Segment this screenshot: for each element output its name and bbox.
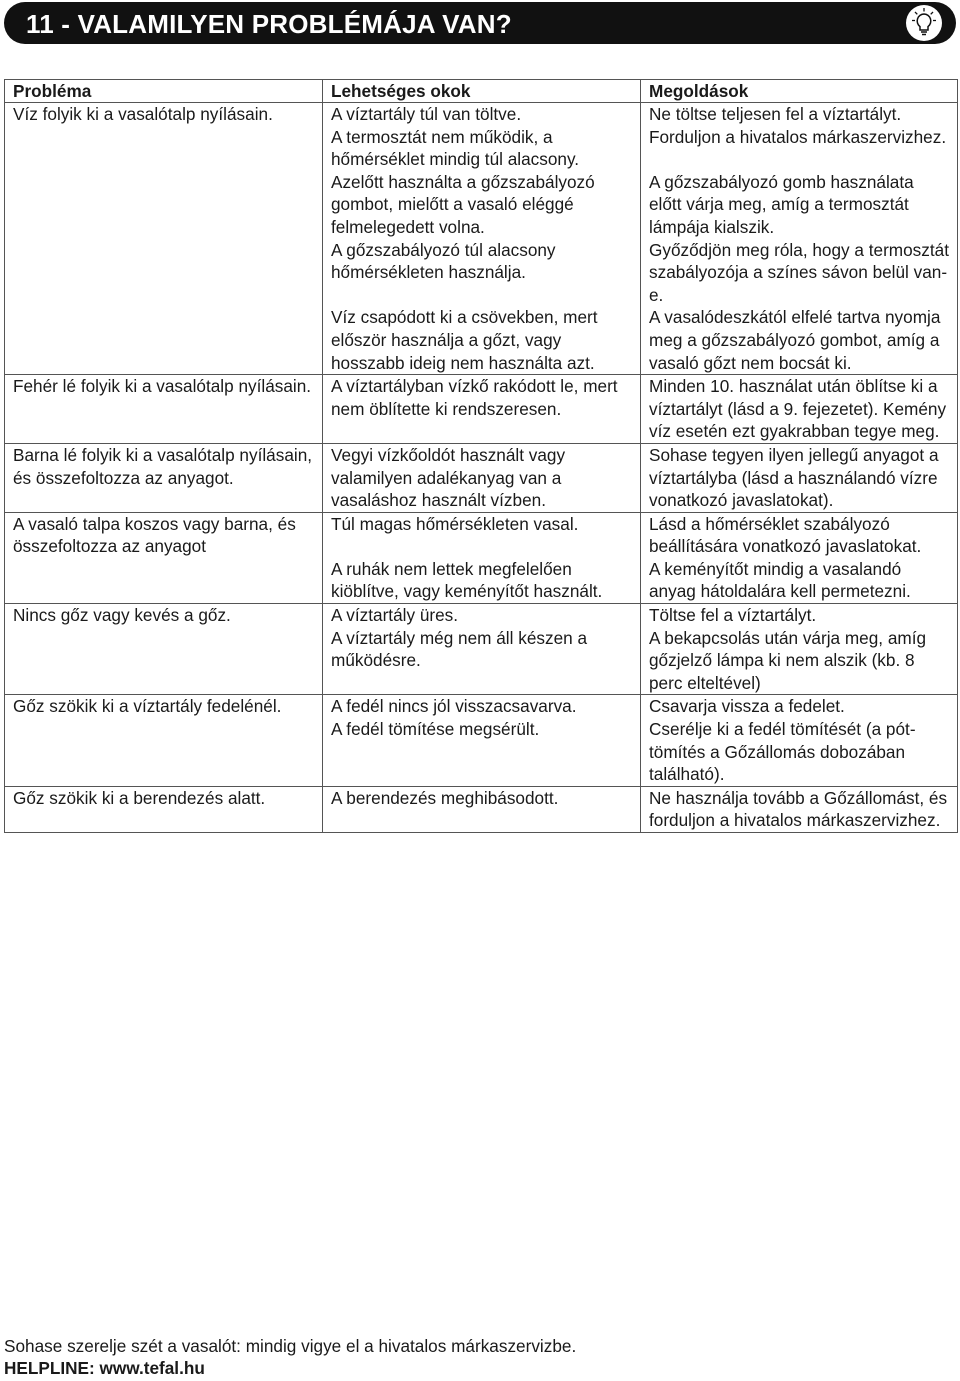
problem-cell: A vasaló talpa koszos vagy barna, és összefoltozza az anyagot [5, 512, 323, 558]
solution-cell: Csavarja vissza a fedelet. [641, 695, 958, 718]
table-header-row [5, 80, 958, 103]
problem-cell: Gőz szökik ki a víztartály fedelénél. [5, 695, 323, 718]
problem-cell: Gőz szökik ki a berendezés alatt. [5, 786, 323, 832]
column-header-solutions: Megoldások [641, 80, 958, 103]
cause-cell: Túl magas hőmérsékleten vasal. [323, 512, 641, 558]
solution-cell: Lásd a hőmérséklet szabályozó beállítására vonatkozó javaslatokat. [641, 512, 958, 558]
solution-cell: A keményítőt mindig a vasalandó anyag hátoldalára kell permetezni. [641, 558, 958, 604]
problem-cell [5, 627, 323, 695]
cause-cell: A víztartály túl van töltve. [323, 103, 641, 126]
problem-cell [5, 239, 323, 307]
table-row [5, 103, 958, 126]
problem-cell [5, 306, 323, 374]
cause-cell: Víz csapódott ki a csövekben, mert először használja a gőzt, vagy hosszabb ideig nem használta azt. [323, 306, 641, 374]
problem-cell [5, 718, 323, 786]
cause-cell: A víztartályban vízkő rakódott le, mert nem öblítette ki rendszeresen. [323, 375, 641, 444]
table-row [5, 512, 958, 558]
section-header [4, 2, 956, 44]
solution-cell: Minden 10. használat után öblítse ki a víztartályt (lásd a 9. fejezetet). Kemény víz esetén ezt gyakrabban tegye meg. [641, 375, 958, 444]
footer-note: Sohase szerelje szét a vasalót: mindig vigye el a hivatalos márkaszervizbe. [4, 1336, 577, 1356]
lightbulb-icon [906, 5, 942, 41]
table-row [5, 171, 958, 239]
solution-cell: Győződjön meg róla, hogy a termosztát szabályozója a színes sávon belül van-e. [641, 239, 958, 307]
section-title: 11 - VALAMILYEN PROBLÉMÁJA VAN? [26, 9, 512, 39]
problem-cell: Fehér lé folyik ki a vasalótalp nyílásain. [5, 375, 323, 444]
cause-cell: A termosztát nem működik, a hőmérséklet mindig túl alacsony. [323, 126, 641, 171]
solution-cell: A vasalódeszkától elfelé tartva nyomja meg a gőzszabályozó gombot, amíg a vasaló gőzt nem bocsát ki. [641, 306, 958, 374]
cause-cell: A fedél tömítése megsérült. [323, 718, 641, 786]
table-row [5, 627, 958, 695]
cause-cell: Azelőtt használta a gőzszabályozó gombot, mielőtt a vasaló eléggé felmelegedett volna. [323, 171, 641, 239]
cause-cell: A ruhák nem lettek megfelelően kiöblítve, vagy keményítőt használt. [323, 558, 641, 604]
table-row [5, 718, 958, 786]
cause-cell: A víztartály még nem áll készen a működésre. [323, 627, 641, 695]
problem-cell: Barna lé folyik ki a vasalótalp nyílásain, és összefoltozza az anyagot. [5, 443, 323, 512]
solution-cell: Cserélje ki a fedél tömítését (a póttömítés a Gőzállomás dobozában található). [641, 718, 958, 786]
table-row [5, 126, 958, 171]
cause-cell: A gőzszabályozó túl alacsony hőmérsékleten használja. [323, 239, 641, 307]
helpline-text: HELPLINE: www.tefal.hu [4, 1358, 205, 1378]
troubleshooting-table [4, 79, 958, 833]
page-footer [4, 1335, 576, 1379]
table-row [5, 786, 958, 832]
solution-cell: Ne töltse teljesen fel a víztartályt. [641, 103, 958, 126]
cause-cell: A fedél nincs jól visszacsavarva. [323, 695, 641, 718]
problem-cell: Nincs gőz vagy kevés a gőz. [5, 604, 323, 627]
solution-cell: Ne használja tovább a Gőzállomást, és forduljon a hivatalos márkaszervizhez. [641, 786, 958, 832]
table-row [5, 558, 958, 604]
table-row [5, 239, 958, 307]
table-row [5, 443, 958, 512]
solution-cell: Töltse fel a víztartályt. [641, 604, 958, 627]
table-row [5, 604, 958, 627]
cause-cell: Vegyi vízkőoldót használt vagy valamilyen adalékanyag van a vasaláshoz használt vízben. [323, 443, 641, 512]
solution-cell: Forduljon a hivatalos márkaszervizhez. [641, 126, 958, 171]
problem-cell: Víz folyik ki a vasalótalp nyílásain. [5, 103, 323, 126]
problem-cell [5, 126, 323, 171]
table-row [5, 306, 958, 374]
column-header-causes: Lehetséges okok [323, 80, 641, 103]
solution-cell: A bekapcsolás után várja meg, amíg gőzjelző lámpa ki nem alszik (kb. 8 perc elteltével) [641, 627, 958, 695]
problem-cell [5, 171, 323, 239]
cause-cell: A berendezés meghibásodott. [323, 786, 641, 832]
cause-cell: A víztartály üres. [323, 604, 641, 627]
problem-cell [5, 558, 323, 604]
column-header-problem: Probléma [5, 80, 323, 103]
table-row [5, 695, 958, 718]
solution-cell: A gőzszabályozó gomb használata előtt várja meg, amíg a termosztát lámpája kialszik. [641, 171, 958, 239]
solution-cell: Sohase tegyen ilyen jellegű anyagot a víztartályba (lásd a használandó vízre vonatkozó javaslatokat). [641, 443, 958, 512]
table-row [5, 375, 958, 444]
